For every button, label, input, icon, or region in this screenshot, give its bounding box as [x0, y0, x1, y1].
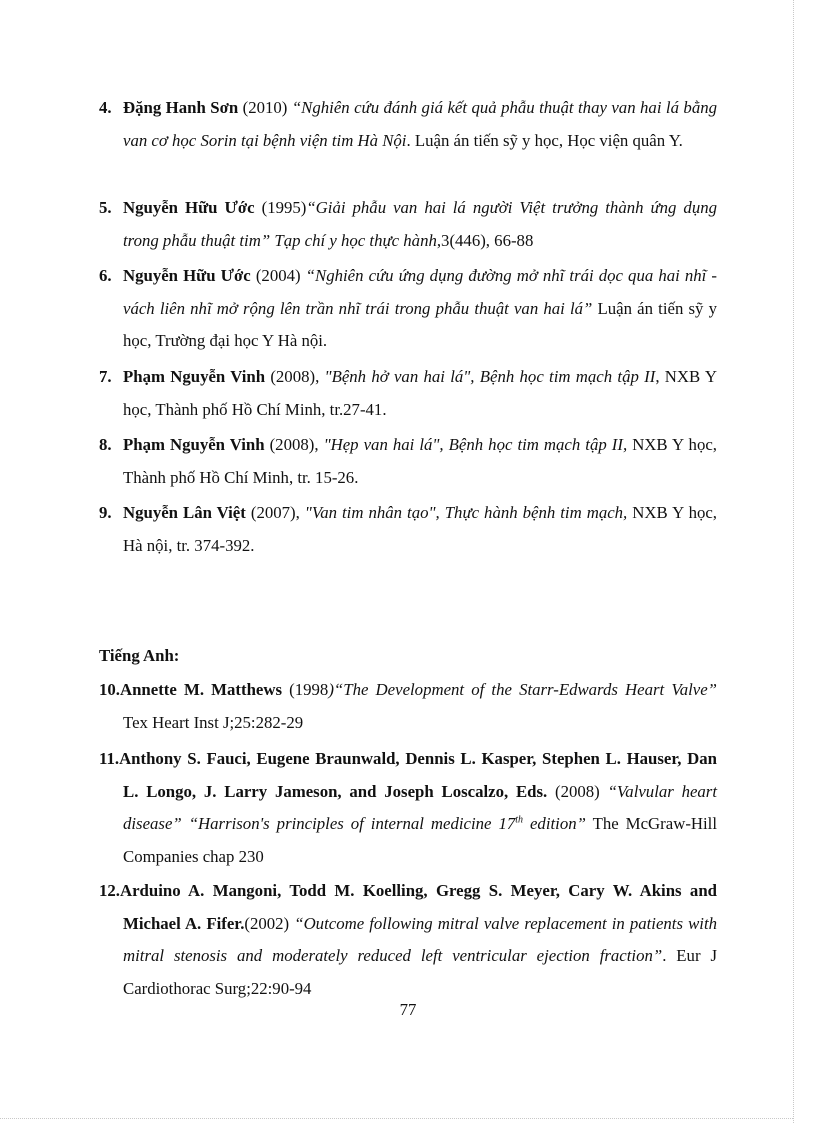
reference-number: 10. [99, 680, 120, 699]
reference-number: 4. [99, 98, 112, 117]
reference-item [99, 875, 717, 1005]
reference-author: Nguyễn Lân Việt [123, 503, 246, 522]
reference-source: . Eur J Cardiothorac Surg;22:90-94 [123, 946, 717, 998]
reference-source: ,3(446), 66-88 [436, 230, 534, 250]
reference-source: . Luận án tiến sỹ y học, Học viện quân Y. [406, 130, 683, 150]
reference-number: 5. [99, 198, 112, 217]
reference-year: (2007), [245, 503, 305, 522]
reference-author: Anthony S. Fauci, Eugene Braunwald, Dennis L. Kasper, Stephen L. Hauser, Dan L. Longo, J. Larry Jameson, and Joseph Loscalzo, Eds. [119, 749, 717, 801]
reference-title: "Van tim nhân tạo", Thực hành bệnh tim mạch, [304, 503, 628, 522]
reference-title: “Giải phẫu van hai lá người Việt trưởng thành ứng dụng trong phẫu thuật tim” Tạp chí y học thực hành [123, 198, 717, 250]
reference-item [99, 361, 717, 426]
reference-year: (2008) [547, 781, 608, 801]
reference-year: (2004) [250, 266, 306, 285]
reference-source: The McGraw-Hill Companies chap 230 [123, 814, 718, 866]
reference-title: "Bệnh hở van hai lá", Bệnh học tim mạch tập II [324, 367, 656, 386]
reference-author: Nguyễn Hữu Ước [123, 266, 251, 285]
reference-number: 6. [99, 266, 112, 285]
reference-author: Nguyễn Hữu Ước [123, 198, 255, 217]
reference-title: “Nghiên cứu đánh giá kết quả phẫu thuật thay van hai lá bằng van cơ học Sorin tại bệnh viện tim Hà Nội [123, 98, 717, 150]
reference-item [99, 429, 717, 494]
reference-title-text: “Valvular heart disease” “Harrison's principles of internal medicine 17 [123, 781, 718, 833]
reference-author: Đặng Hanh Sơn [123, 98, 239, 117]
section-heading-english: Tiếng Anh: [99, 646, 180, 665]
reference-year: (1998 [282, 680, 329, 699]
reference-number: 9. [99, 503, 112, 522]
reference-source: Tex Heart Inst J;25:282-29 [123, 712, 304, 732]
reference-author: Annette M. Matthews [119, 680, 283, 699]
reference-item [99, 674, 717, 739]
reference-author: Phạm Nguyễn Vinh [123, 435, 265, 454]
reference-year: (2002) [244, 913, 295, 933]
reference-source: Luận án tiến sỹ y học, Trường đại học Y Hà nội. [123, 298, 717, 350]
reference-item [99, 92, 717, 157]
reference-author: Arduino A. Mangoni, Todd M. Koelling, Gregg S. Meyer, Cary W. Akins and Michael A. Fifer. [119, 881, 717, 933]
page-number: 77 [399, 1000, 417, 1019]
reference-title-superscript: th [515, 814, 524, 826]
page-edge-bottom [0, 1118, 793, 1119]
reference-source: NXB Y học, Thành phố Hồ Chí Minh, tr. 15-26. [123, 435, 717, 487]
reference-source: , NXB Y học, Thành phố Hồ Chí Minh, tr.27-41. [123, 367, 717, 419]
reference-number: 12. [99, 881, 120, 900]
reference-year: (2010) [238, 98, 292, 117]
reference-author: Phạm Nguyễn Vinh [123, 367, 266, 386]
reference-item [99, 260, 717, 358]
reference-item [99, 192, 717, 257]
reference-title-suffix: edition” [523, 814, 586, 833]
reference-number: 11. [99, 749, 120, 768]
reference-title: )“The Development of the Starr-Edwards Heart Valve” [328, 680, 717, 699]
reference-item [99, 497, 717, 562]
reference-number: 8. [99, 435, 112, 454]
reference-title: “Nghiên cứu ứng dụng đường mở nhĩ trái dọc qua hai nhĩ - vách liên nhĩ mở rộng lên trần nhĩ trái trong phẫu thuật van hai lá” [123, 266, 717, 318]
reference-number: 7. [99, 367, 112, 386]
reference-title: “Outcome following mitral valve replacement in patients with mitral stenosis and moderately reduced left ventricular ejection fraction” [123, 913, 717, 965]
page-edge-right [793, 0, 794, 1123]
reference-title: "Hẹp van hai lá", Bệnh học tim mạch tập II, [323, 435, 628, 454]
reference-year: (2008), [265, 367, 325, 386]
reference-item [99, 743, 717, 873]
reference-year: (2008), [264, 435, 324, 454]
reference-source: NXB Y học, Hà nội, tr. 374-392. [123, 503, 717, 555]
reference-year: (1995) [254, 198, 307, 217]
